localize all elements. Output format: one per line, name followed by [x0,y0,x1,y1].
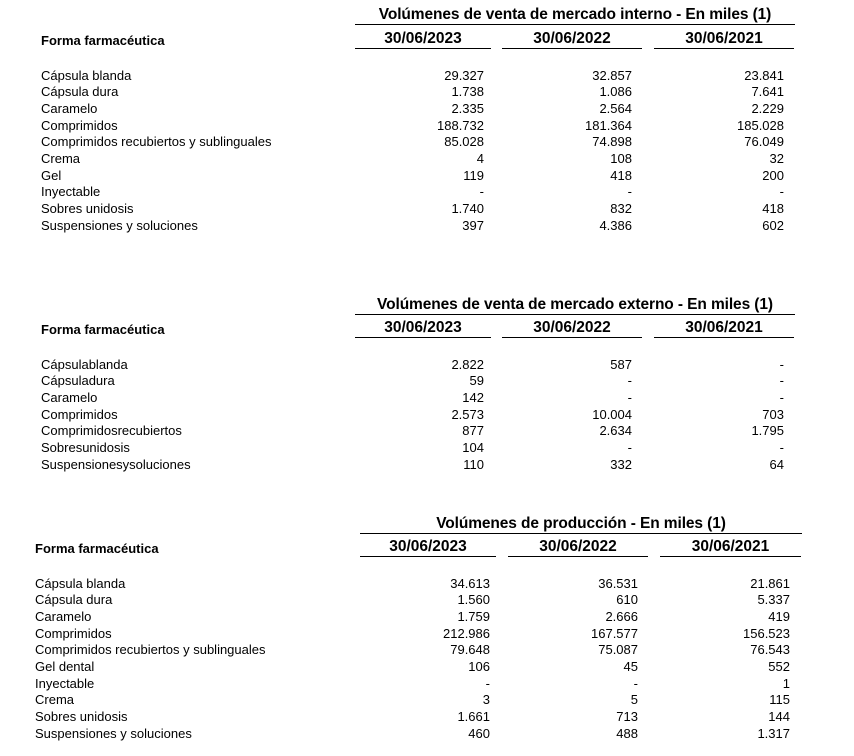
value-2023: 397 [462,217,484,233]
row-label: Crema [41,151,81,166]
value-2022: - [627,184,632,200]
value-2023: - [485,675,490,691]
value-2023: 1.560 [457,592,490,608]
row-header: Forma farmacéutica [41,33,165,48]
value-2021: 76.543 [750,642,790,658]
value-2021: 76.049 [744,134,784,150]
value-2023: 104 [462,440,484,455]
column-header-2021: 30/06/2021 [654,29,794,49]
value-2021: 1.795 [751,423,784,439]
row-label: Suspensiones y soluciones [35,725,192,741]
table-row [0,101,854,118]
value-2023: 2.573 [451,406,484,422]
row-label: Sobresunidosis [41,440,130,455]
row-label: Comprimidos recubiertos y sublinguales [41,134,272,150]
value-2022: 2.564 [599,100,632,116]
table-row [0,659,854,676]
table-row [0,168,854,185]
row-label: Suspensiones y soluciones [41,217,198,233]
value-2023: 1.759 [457,608,490,624]
table-row [0,440,854,457]
column-header-2021: 30/06/2021 [654,318,794,338]
row-label: Gel dental [35,659,95,674]
table-row [0,357,854,374]
value-2023: 3 [482,692,490,708]
row-header: Forma farmacéutica [35,541,159,556]
column-header-2023: 30/06/2023 [355,318,491,338]
value-2022: - [633,675,638,691]
value-2022: 832 [610,201,632,217]
value-2023: - [479,184,484,200]
table-row [0,84,854,101]
table-row [0,592,854,609]
value-2022: 2.634 [599,423,632,439]
value-2022: 45 [623,659,638,674]
column-header-2022: 30/06/2022 [508,537,648,557]
value-2021: 144 [768,709,790,725]
table-row [0,423,854,440]
value-2023: 188.732 [437,117,484,133]
value-2022: - [627,389,632,405]
value-2023: 79.648 [450,642,490,658]
value-2021: - [779,373,784,389]
column-header-2023: 30/06/2023 [360,537,496,557]
table-row [0,373,854,390]
value-2021: - [779,184,784,200]
value-2021: 7.641 [751,84,784,100]
value-2022: 181.364 [585,117,632,133]
value-2022: 32.857 [592,67,632,83]
value-2022: 2.666 [605,608,638,624]
table-row [0,726,854,743]
value-2022: 5 [630,692,638,708]
value-2021: 21.861 [750,575,790,591]
value-2022: 4.386 [599,217,632,233]
value-2021: 5.337 [757,592,790,608]
row-label: Comprimidosrecubiertos [41,423,182,439]
table-row [0,390,854,407]
table-row [0,692,854,709]
table-title: Volúmenes de venta de mercado interno - En miles (1) [355,5,795,25]
value-2021: 552 [768,659,790,674]
table-row [0,576,854,593]
column-header-2022: 30/06/2022 [502,29,642,49]
value-2023: 877 [462,423,484,439]
value-2022: 488 [616,725,638,741]
value-2021: - [779,356,784,372]
value-2021: 200 [762,167,784,183]
row-label: Comprimidos [41,406,118,422]
value-2021: 115 [769,692,790,708]
row-label: Gel [41,167,62,183]
table-row [0,134,854,151]
value-2021: 703 [762,406,784,422]
value-2021: 419 [768,608,790,624]
value-2023: 85.028 [444,134,484,150]
table-row [0,184,854,201]
row-label: Cápsula dura [35,592,113,608]
value-2023: 29.327 [444,67,484,83]
value-2023: 1.661 [457,709,490,725]
value-2022: 1.086 [599,84,632,100]
row-header: Forma farmacéutica [41,322,165,337]
row-label: Comprimidos [35,625,112,641]
column-header-2023: 30/06/2023 [355,29,491,49]
value-2022: 36.531 [598,575,638,591]
value-2022: 75.087 [598,642,638,658]
row-label: Cápsula dura [41,84,119,100]
value-2021: 2.229 [751,100,784,116]
row-label: Sobres unidosis [41,201,134,217]
value-2023: 2.335 [451,100,484,116]
value-2022: 108 [610,151,632,166]
table-row [0,218,854,235]
value-2022: 332 [610,456,632,472]
row-label: Inyectable [41,184,101,200]
value-2023: 34.613 [450,575,490,591]
table-row [0,626,854,643]
value-2023: 59 [469,373,484,389]
row-label: Comprimidos recubiertos y sublinguales [35,642,266,658]
table-title: Volúmenes de venta de mercado externo - En miles (1) [355,295,795,315]
table-row [0,68,854,85]
value-2022: - [627,440,632,455]
value-2023: 106 [468,659,490,674]
value-2021: 64 [769,456,784,472]
row-label: Sobres unidosis [35,709,128,725]
table-row [0,709,854,726]
row-label: Cápsuladura [41,373,115,389]
value-2021: 32 [769,151,784,166]
table-row [0,151,854,168]
value-2021: 418 [762,201,784,217]
table-row [0,676,854,693]
value-2022: 610 [616,592,638,608]
value-2022: 418 [610,167,632,183]
value-2023: 1.738 [451,84,484,100]
table-title: Volúmenes de producción - En miles (1) [360,514,802,534]
row-label: Suspensionesysoluciones [41,456,191,472]
value-2021: - [779,389,784,405]
value-2021: 602 [762,217,784,233]
value-2023: 1.740 [451,201,484,217]
value-2023: 142 [462,389,484,405]
value-2021: 185.028 [737,117,784,133]
row-label: Caramelo [41,100,98,116]
value-2023: 460 [468,725,490,741]
table-row [0,118,854,135]
row-label: Caramelo [41,389,98,405]
value-2022: 74.898 [592,134,632,150]
value-2022: 587 [610,356,632,372]
value-2023: 119 [463,167,484,183]
value-2021: 1.317 [757,725,790,741]
row-label: Cápsula blanda [41,67,132,83]
row-label: Crema [35,692,75,708]
value-2023: 2.822 [451,356,484,372]
value-2022: 10.004 [592,406,632,422]
table-row [0,201,854,218]
column-header-2021: 30/06/2021 [660,537,801,557]
table-row [0,609,854,626]
table-row [0,407,854,424]
table-row [0,642,854,659]
value-2021: 156.523 [743,625,790,641]
row-label: Comprimidos [41,117,118,133]
value-2023: 4 [476,151,484,166]
table-row [0,457,854,474]
value-2022: - [627,373,632,389]
value-2022: 167.577 [591,625,638,641]
value-2021: 23.841 [744,67,784,83]
column-header-2022: 30/06/2022 [502,318,642,338]
value-2022: 713 [616,709,638,725]
value-2023: 212.986 [443,625,490,641]
row-label: Cápsulablanda [41,356,128,372]
value-2021: - [779,440,784,455]
row-label: Caramelo [35,608,92,624]
row-label: Inyectable [35,675,95,691]
value-2021: 1 [782,675,790,691]
row-label: Cápsula blanda [35,575,126,591]
value-2023: 110 [463,456,484,472]
